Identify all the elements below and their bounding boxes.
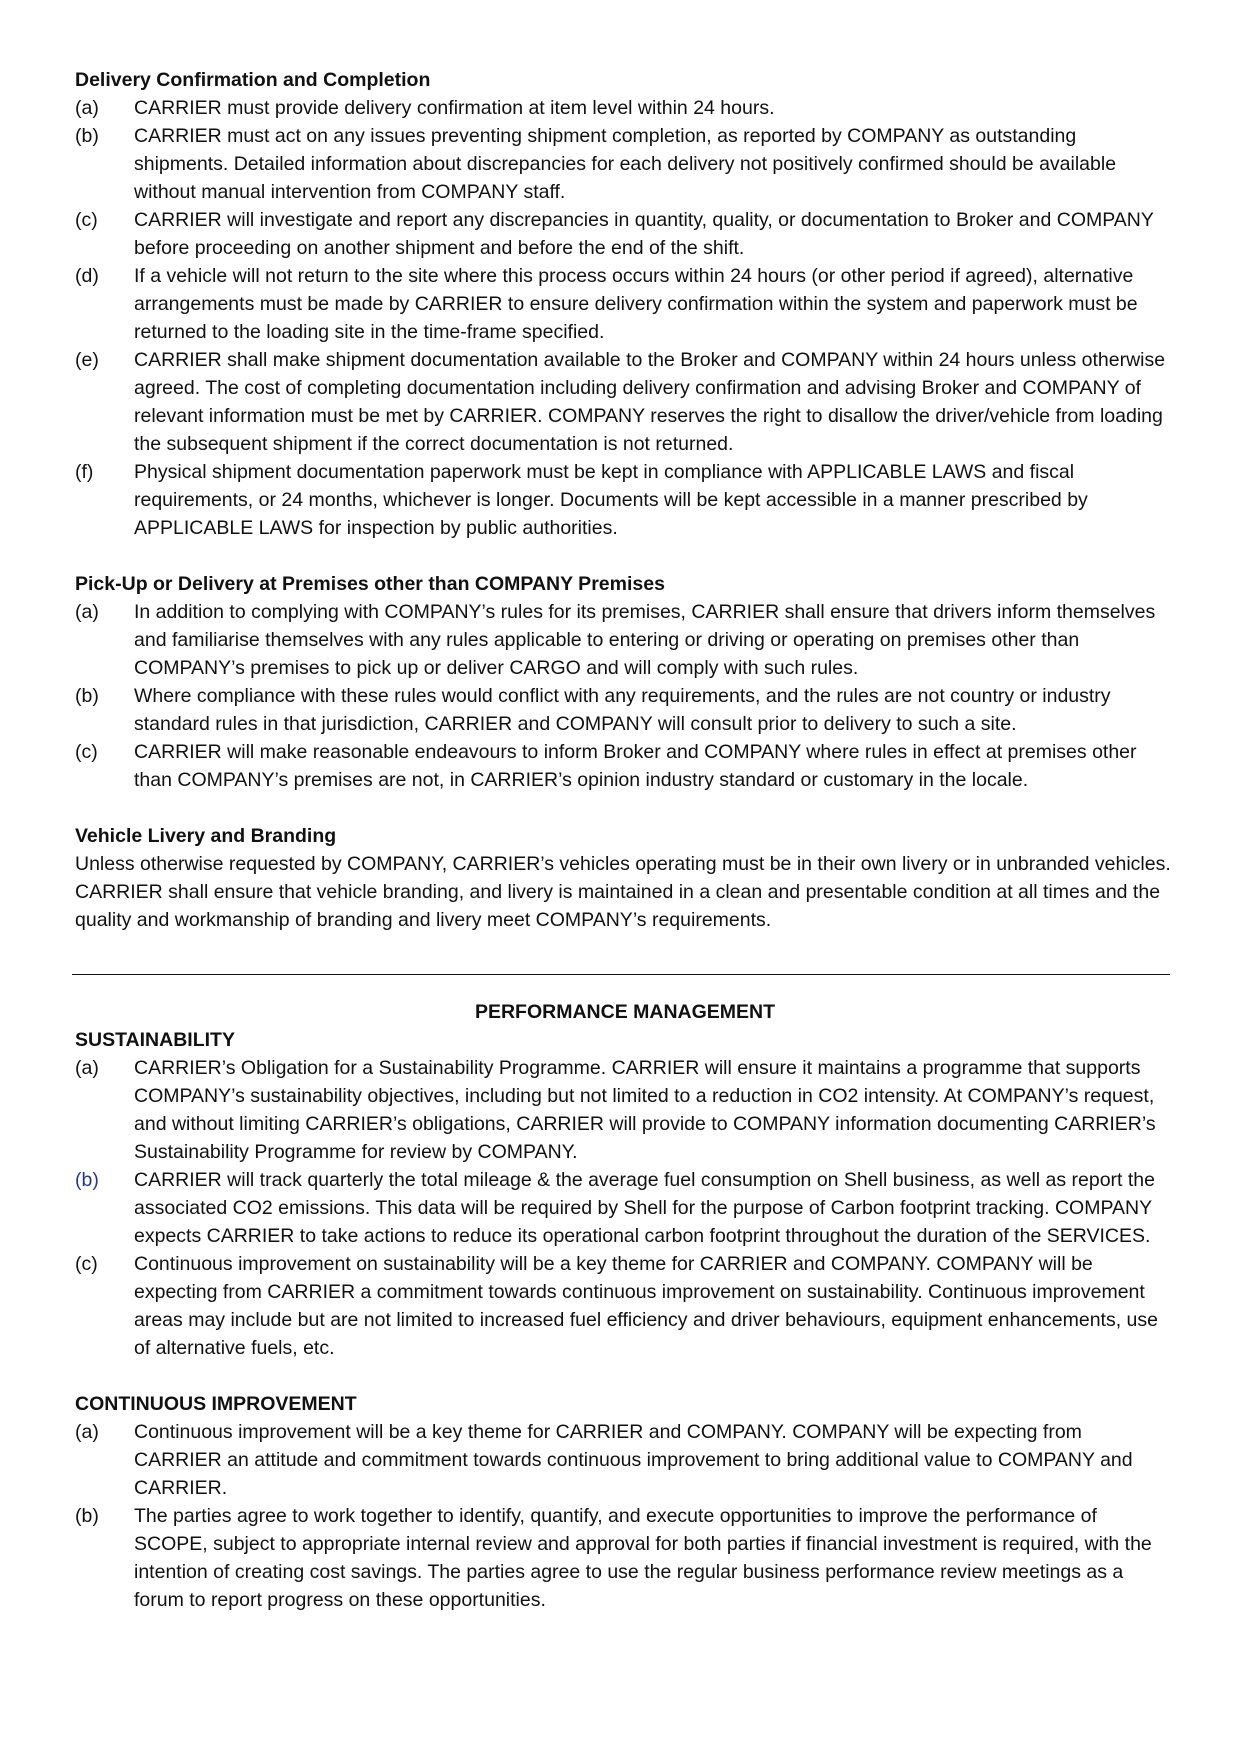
list-marker: (f) <box>75 461 94 483</box>
section-heading-delivery: Delivery Confirmation and Completion <box>75 69 431 91</box>
list-item <box>75 1166 1175 1250</box>
list-item-text: In addition to complying with COMPANY’s rules for its premises, CARRIER shall ensure that drivers inform themselves and familiarise themselves with any rules applicable to entering or driving or operating on premises other than COMPANY’s premises to pick up or deliver CARGO and will comply with such rules. <box>134 601 1156 679</box>
list-item-text: CARRIER will make reasonable endeavours to inform Broker and COMPANY where rules in effect at premises other than COMPANY’s premises are not, in CARRIER’s opinion industry standard or customary in the locale. <box>134 741 1137 791</box>
list-item <box>75 1418 1175 1502</box>
section-heading-sustainability: SUSTAINABILITY <box>75 1029 235 1051</box>
list-marker: (a) <box>75 1421 99 1443</box>
list-marker: (b) <box>75 1505 99 1527</box>
section-heading-livery: Vehicle Livery and Branding <box>75 825 337 847</box>
list-marker: (a) <box>75 97 99 119</box>
list-item <box>75 738 1175 794</box>
list-item-text: Physical shipment documentation paperwork must be kept in compliance with APPLICABLE LAWS and fiscal requirements, or 24 months, whichever is longer. Documents will be kept accessible in a manner prescribed by APPLICABLE LAWS for inspection by public authorities. <box>134 461 1088 539</box>
list-item <box>75 206 1175 262</box>
list-item-text: CARRIER shall make shipment documentation available to the Broker and COMPANY within 24 hours unless otherwise agreed. The cost of completing documentation including delivery confirmation and advising Broker and COMPANY of relevant information must be met by CARRIER. COMPANY reserves the right to disallow the driver/vehicle from loading the subsequent shipment if the correct documentation is not returned. <box>134 349 1166 455</box>
list-marker: (b) <box>75 685 99 707</box>
list-item-text: The parties agree to work together to identify, quantify, and execute opportunities to improve the performance of SCOPE, subject to appropriate internal review and approval for both parties if financial investment is required, with the intention of creating cost savings. The parties agree to use the regular business performance review meetings as a forum to report progress on these opportunities. <box>134 1505 1152 1611</box>
list-item-text: CARRIER must provide delivery confirmation at item level within 24 hours. <box>134 97 775 119</box>
list-item <box>75 458 1175 542</box>
list-item <box>75 598 1175 682</box>
list-item <box>75 1054 1175 1166</box>
list-item <box>75 682 1175 738</box>
list-item <box>75 1250 1175 1362</box>
list-item <box>75 122 1175 206</box>
spacer <box>75 794 1175 822</box>
document-page <box>75 66 1175 1614</box>
list-item-text: CARRIER must act on any issues preventing shipment completion, as reported by COMPANY as outstanding shipments. Detailed information about discrepancies for each delivery not positively confirmed should be available without manual intervention from COMPANY staff. <box>134 125 1117 203</box>
list-item-text: Continuous improvement will be a key theme for CARRIER and COMPANY. COMPANY will be expecting from CARRIER an attitude and commitment towards continuous improvement to bring additional value to COMPANY and CARRIER. <box>134 1421 1133 1499</box>
list-item-text: CARRIER’s Obligation for a Sustainability Programme. CARRIER will ensure it maintains a programme that supports COMPANY’s sustainability objectives, including but not limited to a reduction in CO2 intensity. At COMPANY’s request, and without limiting CARRIER’s obligations, CARRIER will provide to COMPANY information documenting CARRIER’s Sustainability Programme for review by COMPANY. <box>134 1057 1156 1163</box>
list-marker: (c) <box>75 209 98 231</box>
section-heading-continuous-improvement: CONTINUOUS IMPROVEMENT <box>75 1393 357 1415</box>
spacer <box>75 934 1175 970</box>
list-item-text: Where compliance with these rules would conflict with any requirements, and the rules are not country or industry standard rules in that jurisdiction, CARRIER and COMPANY will consult prior to delivery to such a site. <box>134 685 1111 735</box>
list-marker: (c) <box>75 1253 98 1275</box>
spacer <box>75 542 1175 570</box>
list-marker: (e) <box>75 349 99 371</box>
list-item <box>75 346 1175 458</box>
list-item-text: Continuous improvement on sustainability will be a key theme for CARRIER and COMPANY. COMPANY will be expecting from CARRIER a commitment towards continuous improvement on sustainability. Continuous improvement areas may include but are not limited to increased fuel efficiency and driver behaviours, equipment enhancements, use of alternative fuels, etc. <box>134 1253 1158 1359</box>
list-marker: (a) <box>75 1057 99 1079</box>
list-marker: (b) <box>75 125 99 147</box>
section-heading-pickup: Pick-Up or Delivery at Premises other than COMPANY Premises <box>75 573 665 595</box>
list-marker: (a) <box>75 601 99 623</box>
list-item-text: CARRIER will track quarterly the total mileage & the average fuel consumption on Shell business, as well as report the associated CO2 emissions. This data will be required by Shell for the purpose of Carbon footprint tracking. COMPANY expects CARRIER to take actions to reduce its operational carbon footprint throughout the duration of the SERVICES. <box>134 1169 1155 1247</box>
list-item-text: CARRIER will investigate and report any discrepancies in quantity, quality, or documentation to Broker and COMPANY before proceeding on another shipment and before the end of the shift. <box>134 209 1154 259</box>
list-item <box>75 94 1175 122</box>
list-item-text: If a vehicle will not return to the site where this process occurs within 24 hours (or other period if agreed), alternative arrangements must be made by CARRIER to ensure delivery confirmation within the system and paperwork must be returned to the loading site in the time-frame specified. <box>134 265 1138 343</box>
list-marker: (c) <box>75 741 98 763</box>
horizontal-divider <box>72 974 1170 975</box>
spacer <box>75 1362 1175 1390</box>
list-item <box>75 262 1175 346</box>
performance-management-title: PERFORMANCE MANAGEMENT <box>474 1001 776 1023</box>
list-item <box>75 1502 1175 1614</box>
list-marker: (b) <box>75 1169 99 1191</box>
list-marker: (d) <box>75 265 99 287</box>
livery-paragraph: Unless otherwise requested by COMPANY, CARRIER’s vehicles operating must be in their own livery or in unbranded vehicles. CARRIER shall ensure that vehicle branding, and livery is maintained in a clean and presentable condition at all times and the quality and workmanship of branding and livery meet COMPANY’s requirements. <box>75 853 1171 931</box>
